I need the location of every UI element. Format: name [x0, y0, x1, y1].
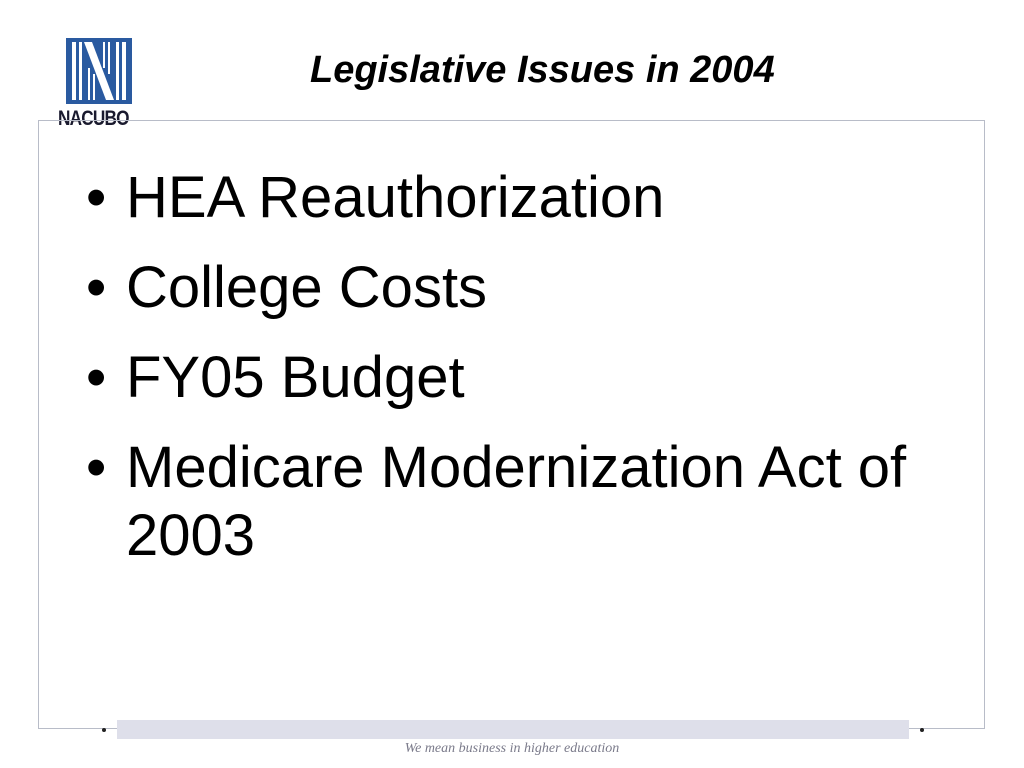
slide-title: Legislative Issues in 2004 — [310, 49, 775, 91]
bullet-text: Medicare Modernization Act of 2003 — [126, 435, 907, 568]
footer-bar — [117, 720, 909, 739]
footer-dot-left — [102, 728, 106, 732]
bullet-dot-icon: • — [86, 165, 107, 230]
footer-tagline: We mean business in higher education — [404, 741, 620, 756]
bullet-dot-icon: • — [86, 345, 107, 410]
bullet-item — [86, 434, 946, 570]
bullet-item — [86, 164, 946, 232]
bullet-item — [86, 254, 946, 322]
logo-wordmark: NACUBO — [58, 107, 129, 130]
bullet-dot-icon: • — [86, 255, 107, 320]
nacubo-logo-mark-icon — [66, 38, 132, 104]
bullet-dot-icon: • — [86, 435, 107, 500]
bullet-text: FY05 Budget — [126, 345, 465, 410]
bullet-text: College Costs — [126, 255, 488, 320]
bullet-item — [86, 344, 946, 412]
bullet-list — [86, 164, 946, 592]
bullet-text: HEA Reauthorization — [126, 165, 665, 230]
footer-dot-right — [920, 728, 924, 732]
